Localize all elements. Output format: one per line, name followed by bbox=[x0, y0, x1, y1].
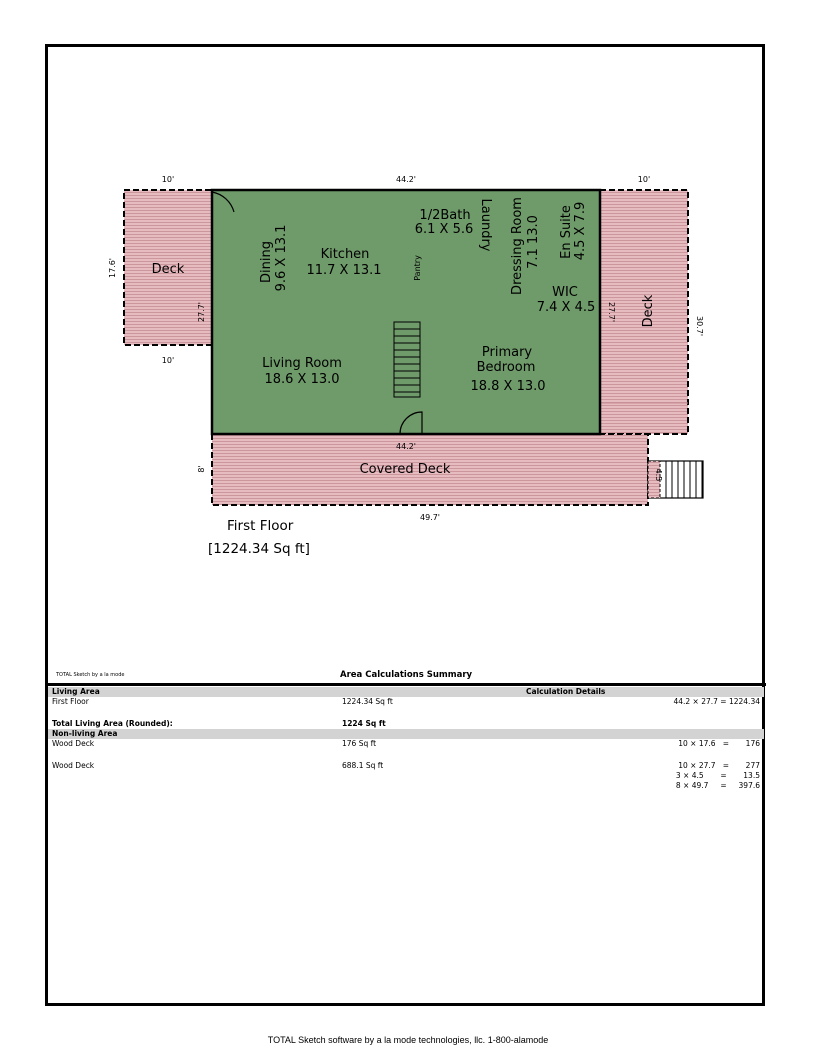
label-dressing-size: 7.1 13.0 bbox=[526, 215, 541, 269]
row-calc: 3 × 4.5 = 13.5 bbox=[675, 771, 760, 780]
row-area: 688.1 Sq ft bbox=[342, 761, 384, 770]
table-row bbox=[48, 697, 764, 707]
report-divider bbox=[46, 683, 766, 686]
dim-house-top: 44.2' bbox=[395, 175, 417, 184]
dim-deck-left-top: 10' bbox=[161, 175, 175, 184]
label-en-suite: En Suite bbox=[559, 205, 574, 259]
row-area: 176 Sq ft bbox=[342, 739, 377, 748]
row-calc: 10 × 27.7 = 277 bbox=[678, 761, 760, 770]
dim-deck-right-top: 10' bbox=[637, 175, 651, 184]
living-area-label: Living Area bbox=[52, 687, 100, 696]
page-footer: TOTAL Sketch software by a la mode technologies, llc. 1-800-alamode bbox=[267, 1035, 549, 1045]
area-table bbox=[48, 687, 764, 791]
dim-deck-right-inner: 27.7' bbox=[607, 301, 616, 323]
table-row bbox=[48, 781, 764, 791]
label-dining-size: 9.6 X 13.1 bbox=[274, 224, 289, 292]
label-bath: 1/2Bath bbox=[419, 208, 471, 223]
dim-house-bottom: 44.2' bbox=[395, 442, 417, 451]
label-laundry: Laundry bbox=[478, 198, 493, 252]
non-living-header bbox=[48, 729, 764, 739]
label-en-suite-size: 4.5 X 7.9 bbox=[573, 201, 588, 261]
dim-deck-left-inner: 27.7' bbox=[197, 301, 206, 323]
table-row bbox=[48, 761, 764, 771]
report-header bbox=[50, 670, 764, 682]
label-deck-right: Deck bbox=[641, 294, 656, 328]
label-pantry: Pantry bbox=[413, 255, 422, 281]
label-primary-size: 18.8 X 13.0 bbox=[470, 379, 546, 394]
living-area-header bbox=[48, 687, 764, 697]
floor-area: [1224.34 Sq ft] bbox=[208, 541, 310, 557]
row-label: Wood Deck bbox=[52, 739, 95, 748]
row-calc: 10 × 17.6 = 176 bbox=[678, 739, 760, 748]
table-row bbox=[48, 771, 764, 781]
label-primary-1: Primary bbox=[481, 345, 533, 360]
label-covered-deck: Covered Deck bbox=[359, 462, 451, 477]
table-row bbox=[48, 739, 764, 749]
label-kitchen-size: 11.7 X 13.1 bbox=[306, 263, 382, 278]
label-wic: WIC bbox=[552, 285, 578, 300]
floor-name: First Floor bbox=[227, 518, 294, 534]
total-value: 1224 Sq ft bbox=[342, 719, 386, 728]
total-row bbox=[48, 719, 764, 729]
label-living-room: Living Room bbox=[262, 356, 342, 371]
dim-covered-deck-side: 8' bbox=[197, 465, 206, 473]
label-dressing-room: Dressing Room bbox=[510, 197, 525, 295]
label-living-size: 18.6 X 13.0 bbox=[264, 372, 340, 387]
label-primary-2: Bedroom bbox=[476, 360, 536, 375]
dim-deck-left-side: 17.6' bbox=[108, 257, 117, 279]
row-label: Wood Deck bbox=[52, 761, 95, 770]
label-kitchen: Kitchen bbox=[320, 247, 370, 262]
row-label: First Floor bbox=[52, 697, 89, 706]
row-calc: 44.2 × 27.7 = 1224.34 bbox=[673, 697, 760, 706]
dim-deck-left-bottom: 10' bbox=[161, 356, 175, 365]
label-dining: Dining bbox=[259, 241, 274, 283]
brand-label: TOTAL Sketch by a la mode bbox=[56, 672, 125, 678]
dim-stairs: 4.5 bbox=[654, 468, 663, 482]
label-bath-size: 6.1 X 5.6 bbox=[414, 222, 474, 237]
dim-covered-deck-bottom: 49.7' bbox=[419, 513, 441, 522]
row-calc: 8 × 49.7 = 397.6 bbox=[675, 781, 760, 790]
row-area: 1224.34 Sq ft bbox=[342, 697, 393, 706]
non-living-label: Non-living Area bbox=[52, 729, 118, 738]
dim-deck-right-side: 30.7' bbox=[695, 315, 704, 337]
calc-details-label: Calculation Details bbox=[526, 687, 606, 696]
label-wic-size: 7.4 X 4.5 bbox=[536, 300, 596, 315]
report-title: Area Calculations Summary bbox=[340, 670, 473, 680]
label-deck-left: Deck bbox=[151, 262, 185, 277]
total-label: Total Living Area (Rounded): bbox=[52, 719, 173, 728]
